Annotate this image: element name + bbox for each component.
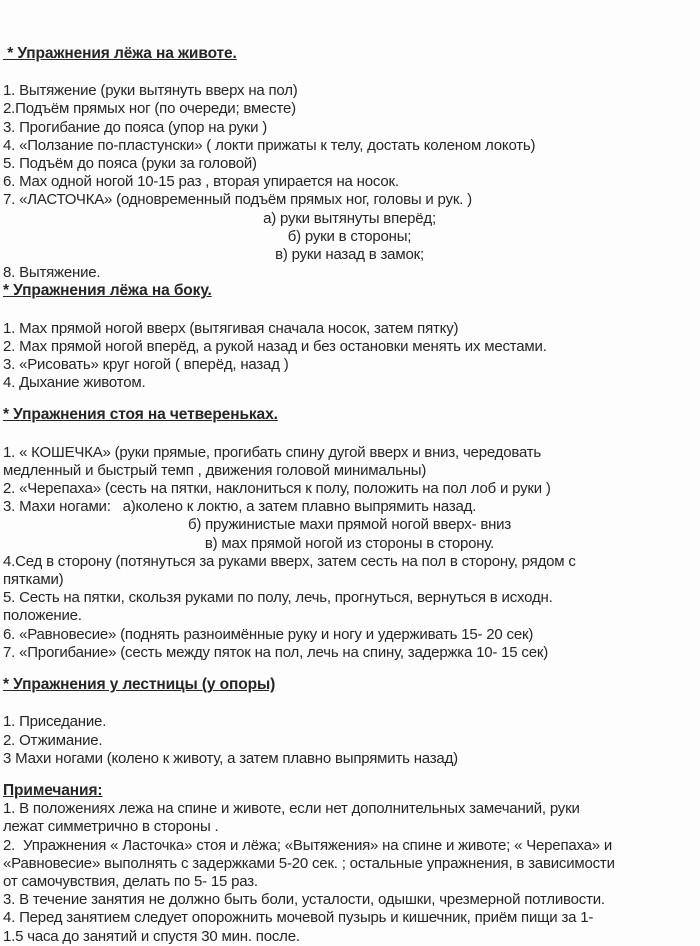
exercise-item: 1. Вытяжение (руки вытянуть вверх на пол) [3,82,298,100]
section-heading-all-fours: * Упражнения стоя на четвереньках. [3,406,278,424]
exercise-subitem: а) руки вытянуты вперёд; [263,209,436,227]
exercise-subitem: б) руки в стороны; [287,227,412,245]
section-notes [3,782,696,946]
exercise-item-continuation: медленный и быстрый темп , движения головой минимальны) [3,461,427,479]
note-line-continuation: от самочувствия, делать по 5- 15 раз. [3,872,258,890]
note-line-continuation: «Равновесие» выполнять с задержками 5-20 сек. ; остальные упражнения, в зависимости [3,854,615,872]
section-heading-ladder: * Упражнения у лестницы (у опоры) [3,676,276,694]
note-line: 2. Упражнения « Ласточка» стоя и лёжа; «Вытяжения» на спине и животе; « Черепаха» и [3,836,613,854]
exercise-item: 3. Прогибание до пояса (упор на руки ) [3,118,268,136]
exercise-item: 6. Мах одной ногой 10-15 раз , вторая упирается на носок. [3,173,399,191]
exercise-item: 8. Вытяжение. [3,264,101,282]
exercise-item: 5. Сесть на пятки, скользя руками по полу, лечь, прогнуться, вернуться в исходн. [3,589,553,607]
exercise-subitem: б) пружинистые махи прямой ногой вверх- вниз [187,516,512,534]
note-line-continuation: лежат симметрично в стороны . [3,818,219,836]
exercise-item: 1. Мах прямой ногой вверх (вытягивая сначала носок, затем пятку) [3,319,459,337]
notes-heading: Примечания: [3,781,103,799]
note-line-continuation: 1.5 часа до занятий и спустя 30 мин. после. [3,927,300,945]
note-line: 1. В положениях лежа на спине и животе, если нет дополнительных замечаний, руки [3,800,580,818]
exercise-item: 3. «Рисовать» круг ногой ( вперёд, назад ) [3,356,289,374]
section-prone [3,45,696,282]
exercise-item: 7. «Прогибание» (сесть между пяток на пол, лечь на спину, задержка 10- 15 сек) [3,643,549,661]
section-ladder [3,676,696,768]
note-line: 4. Перед занятием следует опорожнить мочевой пузырь и кишечник, приём пищи за 1- [3,909,594,927]
exercise-item: 6. «Равновесие» (поднять разноимённые руку и ногу и удерживать 15- 20 сек) [3,625,534,643]
exercise-item: 4. Дыхание животом. [3,374,146,392]
exercise-item: 7. «ЛАСТОЧКА» (одновременный подъём прямых ног, головы и рук. ) [3,191,472,209]
exercise-item: 1. Приседание. [3,713,107,731]
exercise-item: 2. «Черепаха» (сесть на пятки, наклониться к полу, положить на пол лоб и руки ) [3,480,551,498]
section-heading-prone: * Упражнения лёжа на животе. [3,45,237,62]
exercise-item: 2. Отжимание. [3,731,103,749]
exercise-item: 3. Махи ногами: а)колено к локтю, а затем плавно выпрямить назад. [3,498,477,516]
section-all-fours [3,406,696,662]
note-line: 3. В течение занятия не должно быть боли, усталости, одышки, чрезмерной потливости. [3,891,605,909]
exercise-item: 4. «Ползание по-пластунски» ( локти прижаты к телу, достать коленом локоть) [3,136,536,154]
exercise-item-continuation: положение. [3,607,82,625]
section-heading-side: * Упражнения лёжа на боку. [3,282,212,300]
exercise-subitem: в) мах прямой ногой из стороны в сторону. [204,534,495,552]
section-side [3,282,696,392]
exercise-item: 2.Подъём прямых ног (по очереди; вместе) [3,100,296,118]
exercise-item: 3 Махи ногами (колено к животу, а затем плавно выпрямить назад) [3,749,458,767]
exercise-item: 1. « КОШЕЧКА» (руки прямые, прогибать спину дугой вверх и вниз, чередовать [3,443,542,461]
exercise-item: 5. Подъём до пояса (руки за головой) [3,155,257,173]
exercise-item: 2. Мах прямой ногой вперёд, а рукой назад и без остановки менять их местами. [3,337,547,355]
exercise-item-continuation: пятками) [3,571,64,589]
exercise-subitem: в) руки назад в замок; [275,246,424,264]
exercise-item: 4.Сед в сторону (потянуться за руками вверх, затем сесть на пол в сторону, рядом с [3,552,576,570]
